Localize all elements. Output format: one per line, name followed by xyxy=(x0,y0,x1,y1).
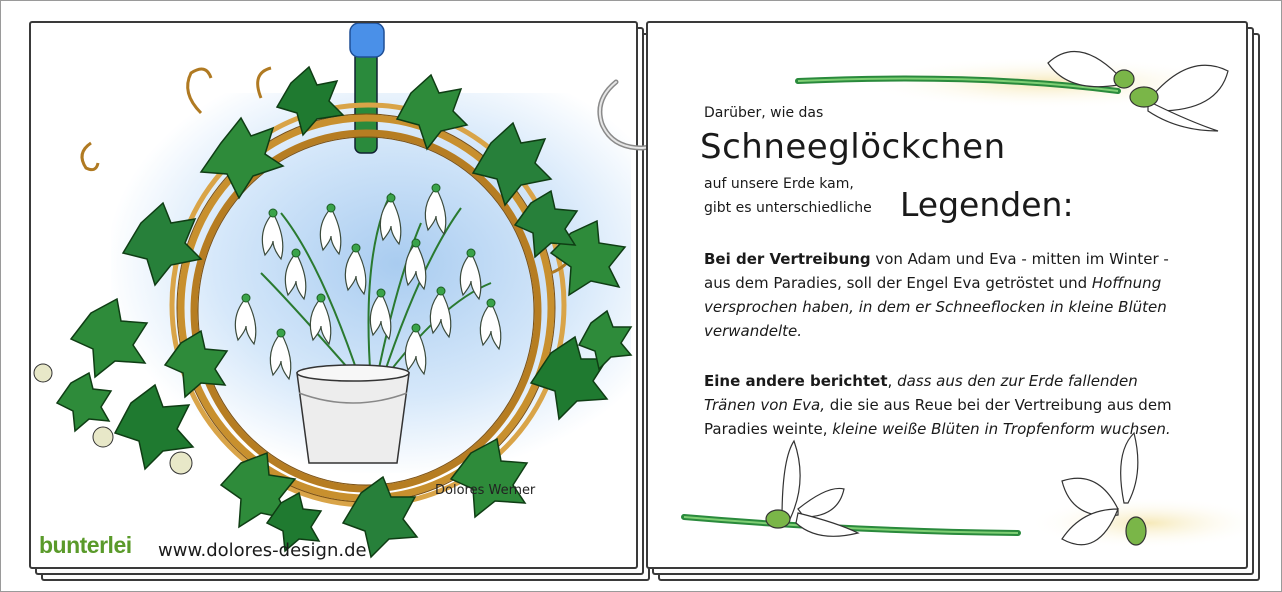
legend-paragraph-1 xyxy=(704,247,1174,343)
snowdrop-flower-icon xyxy=(766,433,1146,545)
p2-italic-2: kleine weiße Blüten in Tropfenform wuchsen. xyxy=(832,420,1171,438)
intro-line-3: gibt es unterschiedliche xyxy=(704,200,872,216)
subtitle-legends: Legenden: xyxy=(900,185,1074,224)
left-card xyxy=(29,21,638,569)
p2-text: die sie aus Reue bei der Vertreibung aus dem Paradies weinte, xyxy=(704,396,1172,438)
intro-text: Darüber, wie das xyxy=(704,105,824,121)
legend-paragraph-2 xyxy=(704,369,1174,441)
p1-italic: Hoffnung versprochen haben, in dem er Schneeflocken in kleine Blüten verwandelte. xyxy=(704,274,1167,340)
p2-italic-1: dass aus den zur Erde fallenden Tränen von Eva, xyxy=(704,372,1138,414)
brand-logo[interactable]: bunterlei xyxy=(39,532,132,558)
wreath-illustration xyxy=(31,23,636,567)
hanger-bead xyxy=(350,23,384,57)
right-card xyxy=(646,21,1248,569)
p1-text: von Adam und Eva - mitten im Winter - aus dem Paradies, soll der Engel Eva getröstet und xyxy=(704,250,1169,292)
website-link[interactable]: www.dolores-design.de xyxy=(158,540,367,561)
ribbon xyxy=(355,51,377,153)
p2-bold: Eine andere berichtet xyxy=(704,372,888,390)
p2-comma: , xyxy=(887,372,898,390)
flower-stems xyxy=(261,193,491,383)
artist-credit: Dolores Werner xyxy=(435,483,536,498)
bucket xyxy=(297,365,409,463)
intro-line-2: auf unsere Erde kam, xyxy=(704,176,854,192)
p1-bold: Bei der Vertreibung xyxy=(704,250,871,268)
page-title: Schneeglöckchen xyxy=(700,127,1006,167)
